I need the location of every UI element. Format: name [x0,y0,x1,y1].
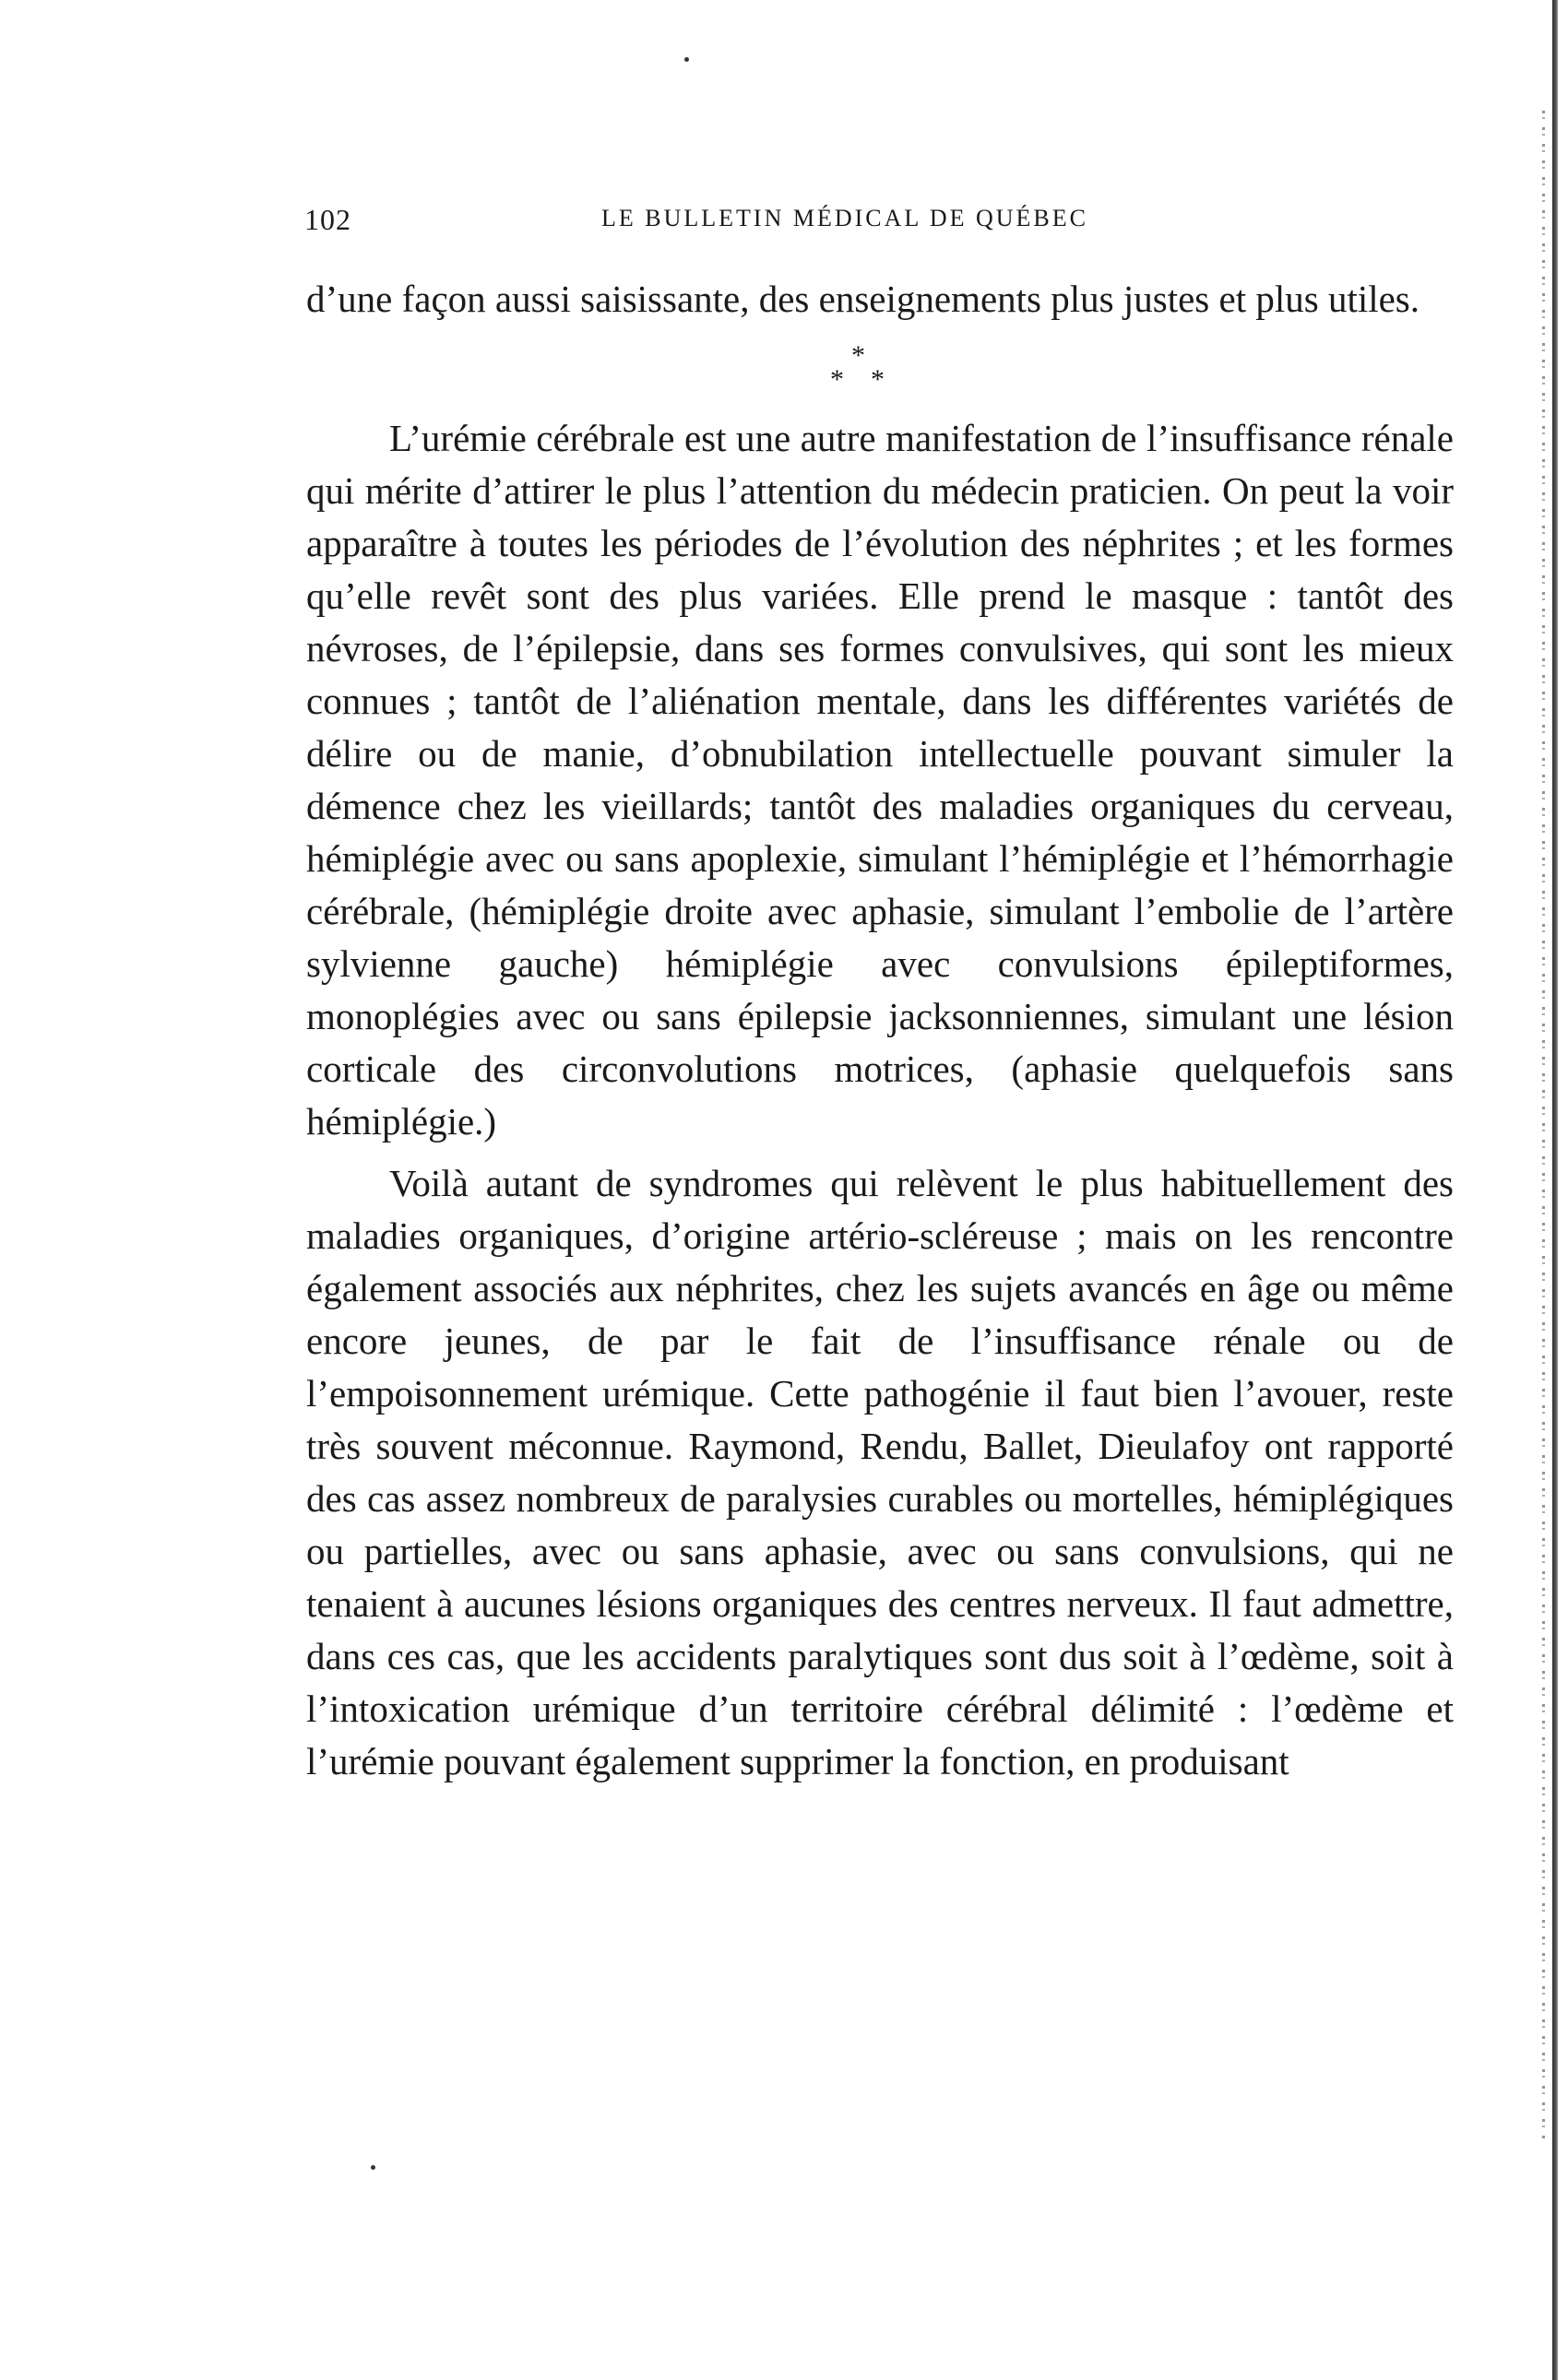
page-header [304,203,1227,240]
asterism-star: * [830,364,844,395]
paragraph-syndromes: Voilà autant de syndromes qui relèvent le plus habituellement des maladies organiques, d’origine artério-scléreuse ; mais on les rencontre également associés aux néphrites, chez les sujets avancés en âge ou même encore jeunes, de par le fait de l’insuffisance rénale ou de l’empoisonnement urémique. Cette pathogénie il faut bien l’avouer, reste très souvent méconnue. Raymond, Rendu, Ballet, Dieulafoy ont rapporté des cas assez nombreux de paralysies curables ou mortelles, hémiplégiques ou partielles, avec ou sans aphasie, avec ou sans convulsions, qui ne tenaient à aucunes lésions organiques des centres nerveux. Il faut admettre, dans ces cas, que les accidents paralytiques sont dus soit à l’œdème, soit à l’intoxication urémique d’un territoire cérébral délimité : l’œdème et l’urémie pouvant également supprimer la fonction, en produisant [306,1162,1454,1782]
section-asterism [306,326,1454,412]
asterism-star: * [851,340,865,371]
paragraph-uremie-cerebrale: L’urémie cérébrale est une autre manifestation de l’insuffisance rénale qui mérite d’attirer le plus l’attention du médecin praticien. On peut la voir apparaître à toutes les périodes de l’évolution des néphrites ; et les formes qu’elle revêt sont des plus variées. Elle prend le masque : tantôt des névroses, de l’épilepsie, dans ses formes convulsives, qui sont les mieux connues ; tantôt de l’aliénation mentale, dans les différentes variétés de délire ou de manie, d’obnubilation intellectuelle pouvant simuler la démence chez les vieillards; tantôt des maladies organiques du cerveau, hémiplégie avec ou sans apoplexie, simulant l’hémiplégie et l’hémorrhagie cérébrale, (hémiplégie droite avec aphasie, simulant l’embolie de l’artère sylvienne gauche) hémiplégie avec convulsions épileptiformes, monoplégies avec ou sans épilepsie jacksonniennes, simulant une lésion corticale des circonvolutions motrices, (aphasie quelquefois sans hémiplégie.) [306,417,1454,1143]
scan-speck [371,2165,375,2170]
body-text [306,273,1454,1788]
page-edge-shadow [1552,0,1558,2380]
page-edge-artifact [1542,111,1545,2139]
continuation-paragraph: d’une façon aussi saisissante, des enseignements plus justes et plus utiles. [306,278,1420,320]
scan-speck [684,57,689,62]
page-number: 102 [304,203,351,236]
asterism-star: * [871,364,885,395]
running-title: LE BULLETIN MÉDICAL DE QUÉBEC [601,205,1088,231]
